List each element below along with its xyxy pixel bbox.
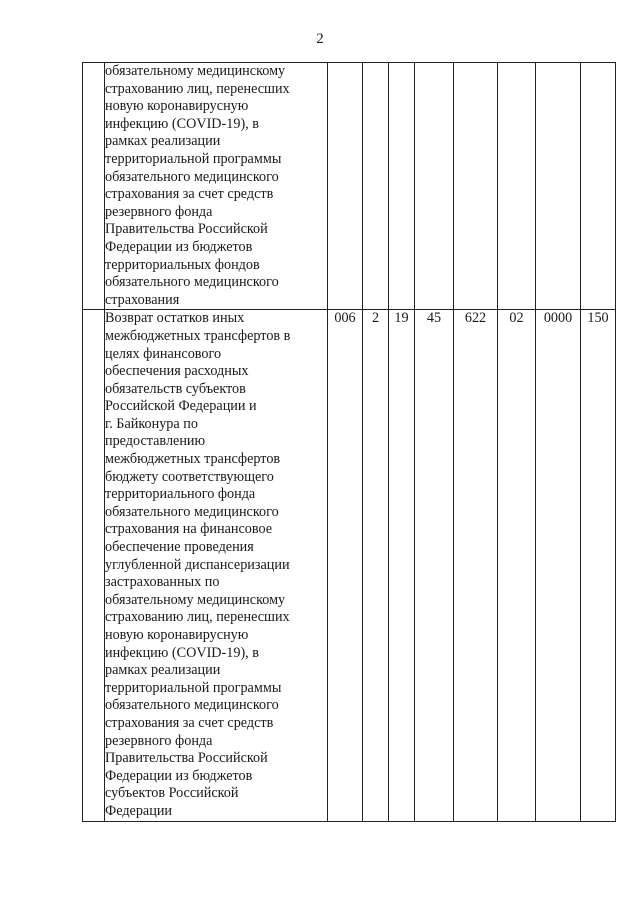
code-cell-administrator [328,63,363,310]
code-cell-subarticle [454,63,498,310]
code-cell-element [498,63,536,310]
code-cell-economic: 150 [581,310,616,821]
code-cell-subgroup [389,63,415,310]
code-cell-group: 2 [363,310,389,821]
code-cell-group [363,63,389,310]
row-number-cell [83,63,105,310]
code-cell-economic [581,63,616,310]
code-cell-program [536,63,581,310]
description-cell: Возврат остатков иных межбюджетных трансфертов в целях финансового обеспечения расходных обязательств субъектов Российской Федерации и г. Байконура по предоставлению межбюджетных трансфертов бюджету соответствующего территориального фонда обязательного медицинского страхования на финансовое обеспечение проведения углубленной диспансеризации застрахованных по обязательному медицинскому страхованию лиц, перенесших новую коронавирусную инфекцию (COVID-19), в рамках реализации территориальной программы обязательного медицинского страхования за счет средств резервного фонда Правительства Российской Федерации из бюджетов субъектов Российской Федерации [105,310,328,821]
page-number: 2 [316,31,324,47]
row-number-cell [83,310,105,821]
table-row [83,310,616,821]
code-cell-subgroup: 19 [389,310,415,821]
table-row [83,63,616,310]
code-cell-administrator: 006 [328,310,363,821]
budget-classification-table [82,62,616,822]
description-cell: обязательному медицинскому страхованию лиц, перенесших новую коронавирусную инфекцию (COVID-19), в рамках реализации территориальной программы обязательного медицинского страхования за счет средств резервного фонда Правительства Российской Федерации из бюджетов территориальных фондов обязательного медицинского страхования [105,63,328,310]
code-cell-article [415,63,454,310]
code-cell-subarticle: 622 [454,310,498,821]
code-cell-element: 02 [498,310,536,821]
code-cell-program: 0000 [536,310,581,821]
code-cell-article: 45 [415,310,454,821]
